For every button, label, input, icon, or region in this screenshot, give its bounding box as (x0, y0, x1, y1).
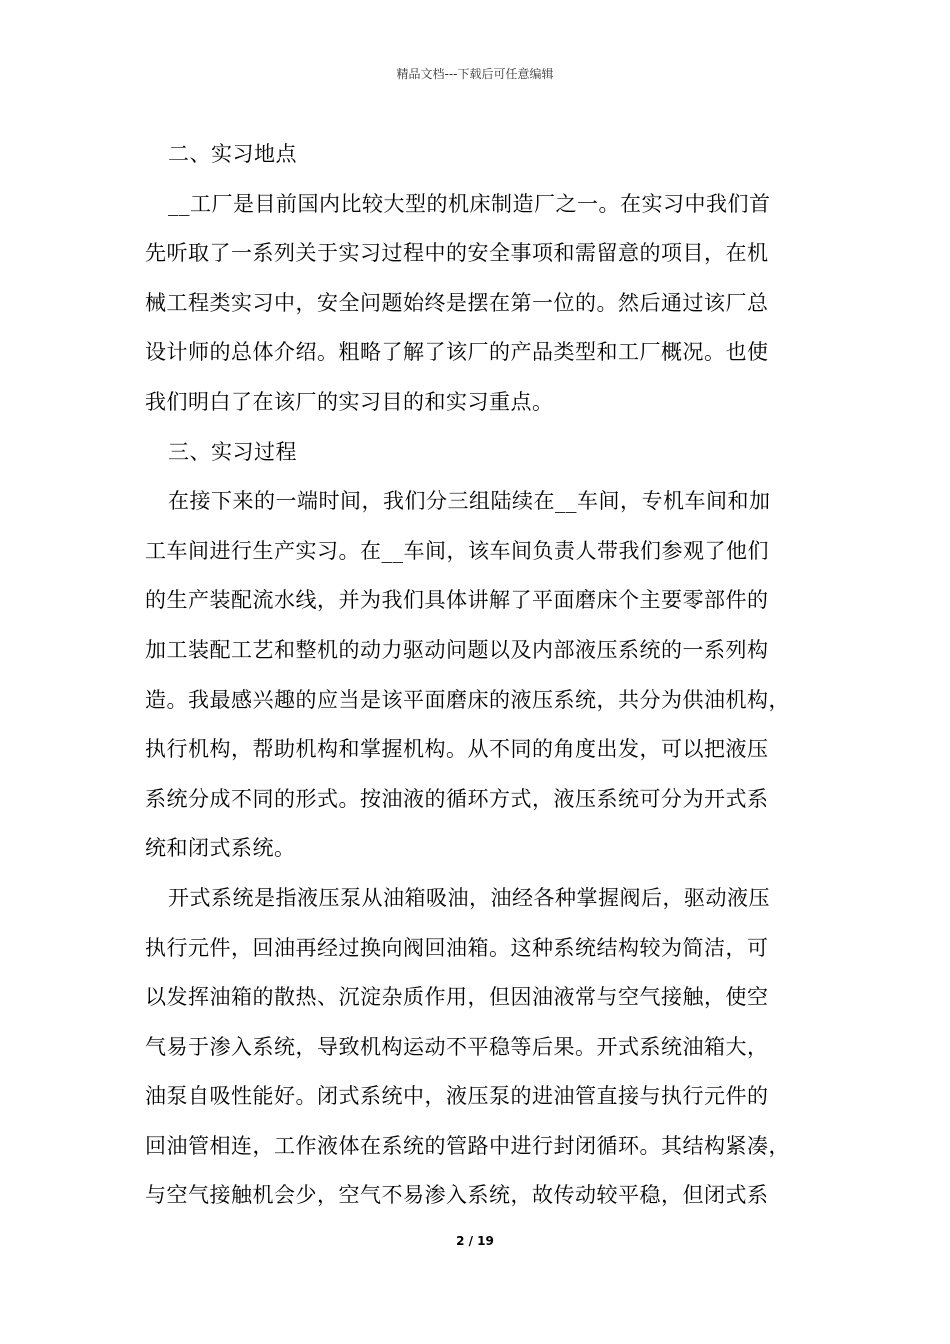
paragraph-line: 执行元件，回油再经过换向阀回油箱。这种系统结构较为简洁，可 (145, 935, 769, 960)
paragraph-line: 气易于渗入系统，导致机构运动不平稳等后果。开式系统油箱大， (145, 1034, 769, 1059)
document-body (145, 130, 825, 1221)
paragraph-line: __工厂是目前国内比较大型的机床制造厂之一。在实习中我们首 (168, 191, 771, 216)
paragraph-line: 设计师的总体介绍。粗略了解了该厂的产品类型和工厂概况。也使 (145, 340, 769, 365)
paragraph-line: 械工程类实习中，安全问题始终是摆在第一位的。然后通过该厂总 (145, 290, 769, 315)
paragraph-line: 与空气接触机会少，空气不易渗入系统，故传动较平稳，但闭式系 (145, 1183, 769, 1208)
paragraph-line: 系统分成不同的形式。按油液的循环方式，液压系统可分为开式系 (145, 786, 769, 811)
paragraph-line: 开式系统是指液压泵从油箱吸油，油经各种掌握阀后，驱动液压 (168, 885, 770, 910)
paragraph-line: 先听取了一系列关于实习过程中的安全事项和需留意的项目，在机 (145, 241, 769, 266)
paragraph-line: 油泵自吸性能好。闭式系统中，液压泵的进油管直接与执行元件的 (145, 1084, 769, 1109)
paragraph-line: 在接下来的一端时间，我们分三组陆续在__车间，专机车间和加 (168, 489, 771, 514)
page-number: 2 / 19 (456, 1234, 494, 1248)
paragraph-line: 回油管相连，工作液体在系统的管路中进行封闭循环。其结构紧凑， (145, 1133, 790, 1158)
paragraph-line: 工车间进行生产实习。在__车间，该车间负责人带我们参观了他们 (145, 538, 769, 563)
paragraph-line: 统和闭式系统。 (145, 836, 296, 861)
section-heading-process: 三、实习过程 (168, 439, 297, 464)
paragraph-line: 执行机构，帮助机构和掌握机构。从不同的角度出发，可以把液压 (145, 737, 769, 762)
page-header: 精品文档---下载后可任意编辑 (396, 67, 554, 81)
paragraph-line: 加工装配工艺和整机的动力驱动问题以及内部液压系统的一系列构 (145, 637, 769, 662)
paragraph-line: 我们明白了在该厂的实习目的和实习重点。 (145, 389, 554, 414)
paragraph-line: 造。我最感兴趣的应当是该平面磨床的液压系统，共分为供油机构， (145, 687, 790, 712)
section-heading-location: 二、实习地点 (168, 142, 297, 166)
paragraph-line: 的生产装配流水线，并为我们具体讲解了平面磨床个主要零部件的 (145, 588, 769, 613)
paragraph-line: 以发挥油箱的散热、沉淀杂质作用，但因油液常与空气接触，使空 (145, 985, 769, 1010)
